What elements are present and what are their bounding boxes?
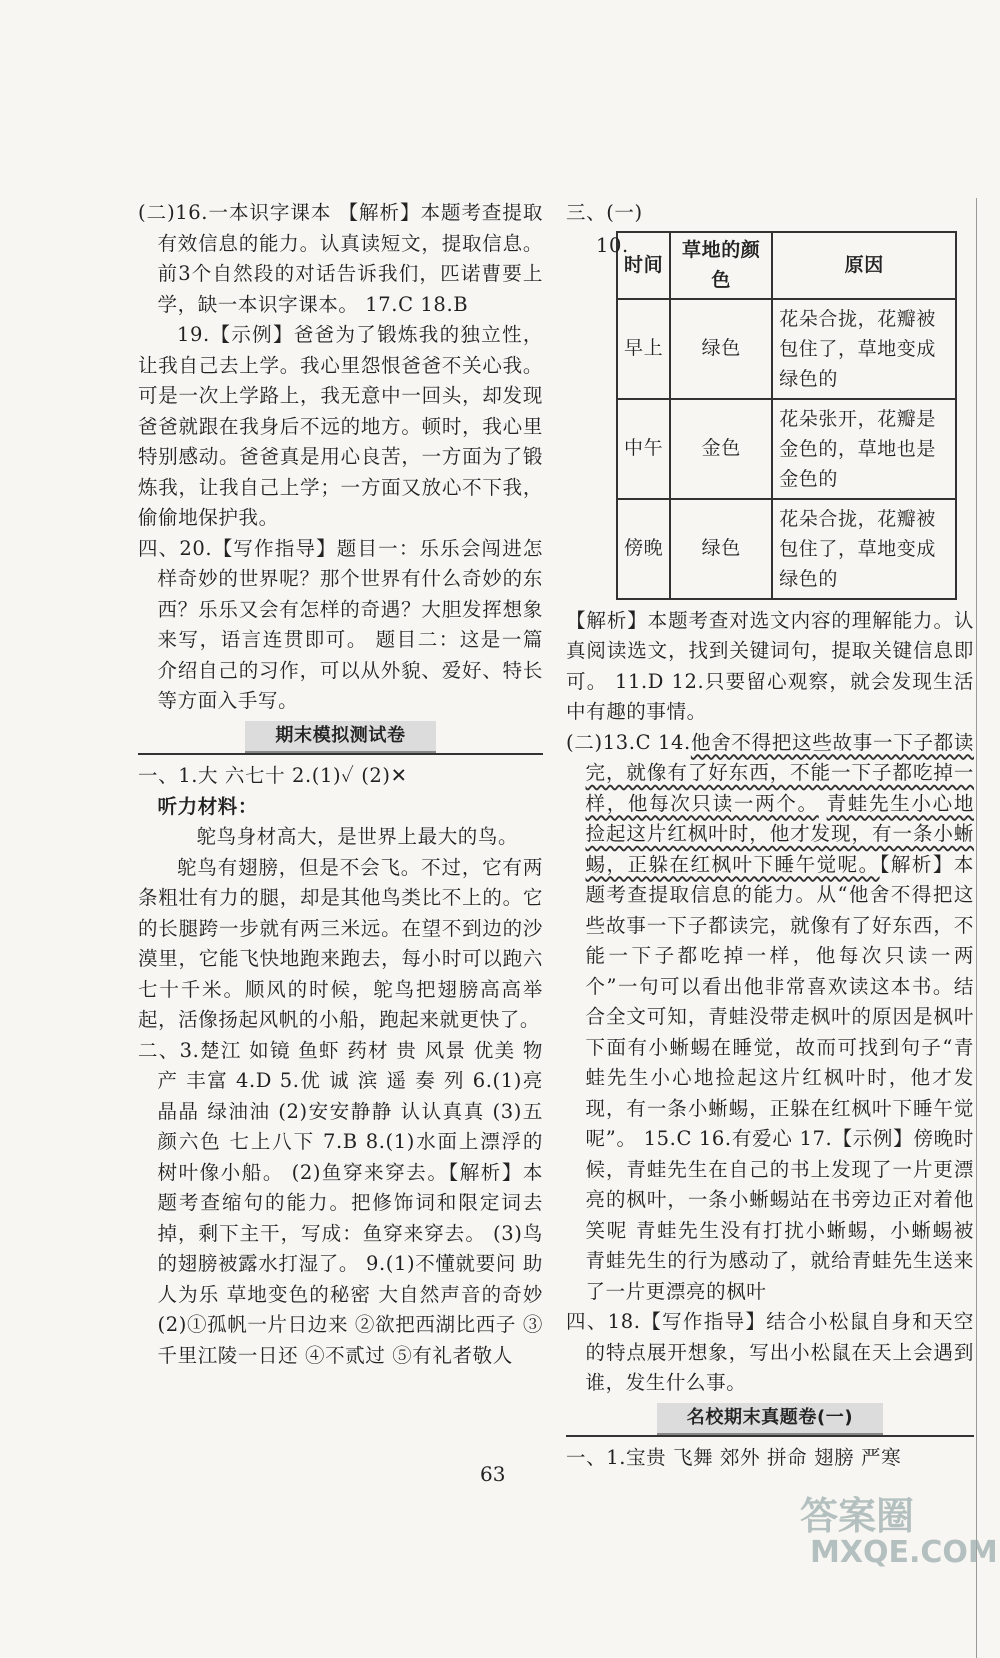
section-title-2: 名校期末真题卷(一)	[657, 1403, 883, 1436]
answer-block-1-2: 一、1.大 六七十 2.(1)✓ (2)✕	[138, 764, 408, 787]
answer-block-18: 四、18.【写作指导】结合小松鼠自身和天空的特点展开想象，写出小松鼠在天上会遇到谁，发生什么事。	[566, 1310, 974, 1394]
answer-14-quote: 他舍不得把这些故事一下子都读完，就像有了好东西，不能一下子都吃掉一样，他每次只读一两个。	[585, 730, 974, 815]
left-column	[138, 198, 543, 1371]
right-column	[566, 198, 974, 1474]
section-title: 期末模拟测试卷	[245, 721, 435, 754]
page-number: 63	[480, 1462, 506, 1486]
question-number: 10.	[596, 233, 629, 257]
answer-table	[616, 231, 957, 600]
answer-block-10-12: 【解析】本题考查对选文内容的理解能力。认真阅读选文，找到关键词句，提取关键信息即可。 11.D 12.只要留心观察，就会发现生活中有趣的事情。	[566, 608, 974, 723]
table-cell: 早上	[617, 299, 670, 399]
table-cell: 金色	[670, 399, 772, 499]
watermark-logo: 答案圈	[800, 1494, 915, 1538]
table-cell: 绿色	[670, 299, 772, 399]
table-cell: 中午	[617, 399, 670, 499]
table-header-row	[617, 232, 956, 299]
table-row	[617, 399, 956, 499]
table-row	[617, 499, 956, 599]
answer-block-3-9: 二、3.楚江 如镜 鱼虾 药材 贵 风景 优美 物产 丰富 4.D 5.优 诚 滨 遥 奏 列 6.(1)亮晶晶 绿油油 (2)安安静静 认认真真 (3)五颜六色 七上八下 7.B 8.(1)水面上漂浮的树叶像小船。 (2)鱼穿来穿去。【解析】本题考查缩句的能力。把修饰词和限定词去掉，剩下主干，写成：鱼穿来穿去。 (3)鸟的翅膀被露水打湿了。 9.(1)不懂就要问 助人为乐 草地变色的秘密 大自然声音的奇妙 (2)①孤帆一片日边来 ②欲把西湖比西子 ③千里江陵一日还 ④不贰过 ⑤有礼者敬人	[138, 1038, 543, 1367]
table-header: 草地的颜色	[670, 232, 772, 299]
spacer	[819, 792, 827, 815]
answer-block-19: 19.【示例】爸爸为了锻炼我的独立性，让我自己去上学。我心里怨恨爸爸不关心我。可是一次上学路上，我无意中一回头，却发现爸爸就跟在我身后不远的地方。顿时，我心里特别感动。爸爸真是用心良苦，一方面为了锻炼我，让我自己上学；一方面又放心不下我，偷偷地保护我。	[138, 323, 543, 529]
right-margin-rule	[976, 198, 977, 1658]
answer-14-analysis: 【解析】本题考查提取信息的能力。从“他舍不得把这些故事一下子都读完，就像有了好东西，不能一下子都吃掉一样，他每次只读一两个”一句可以看出他非常喜欢读这本书。结合全文可知，青蛙没带走枫叶的原因是枫叶下面有小蜥蜴在睡觉，故而可找到句子“青蛙先生小心地捡起这片红枫叶时，他才发现，有一条小蜥蜴，正躲在红枫叶下睡午觉呢”。 15.C 16.有爱心 17.【示例】傍晚时候，青蛙先生在自己的书上发现了一片更漂亮的枫叶，一条小蜥蜴站在书旁边正对着他笑呢 青蛙先生没有打扰小蜥蜴，小蜥蜴被青蛙先生的行为感动了，就给青蛙先生送来了一片更漂亮的枫叶	[585, 852, 974, 1303]
answer-block-20: 四、20.【写作指导】题目一：乐乐会闯进怎样奇妙的世界呢？那个世界有什么奇妙的东西？乐乐又会有怎样的奇遇？大胆发挥想象来写，语言连贯即可。 题目二：这是一篇介绍自己的习作，可以从外貌、爱好、特长等方面入手写。	[138, 536, 543, 712]
listening-text-2: 鸵鸟有翅膀，但是不会飞。不过，它有两条粗壮有力的腿，却是其他鸟类比不上的。它的长腿跨一步就有两三米远。在望不到边的沙漠里，它能飞快地跑来跑去，每小时可以跑六七十千米。顺风的时候，鸵鸟把翅膀高高举起，活像扬起风帆的小船，跑起来就更快了。	[138, 855, 543, 1031]
table-row	[617, 299, 956, 399]
table-cell: 花朵合拢，花瓣被包住了，草地变成绿色的	[772, 499, 956, 599]
section-divider-2	[566, 1435, 974, 1437]
listening-text-1: 鸵鸟身材高大，是世界上最大的鸟。	[196, 825, 519, 848]
section-divider	[138, 753, 543, 755]
table-cell: 傍晚	[617, 499, 670, 599]
answer-13-14-prefix: (二)13.C 14.	[566, 730, 691, 754]
table-cell: 花朵合拢，花瓣被包住了，草地变成绿色的	[772, 299, 956, 399]
section-heading	[138, 721, 543, 754]
part-heading: 三、(一)	[566, 201, 643, 224]
section-heading-2	[566, 1403, 974, 1436]
answer-14-quote-2: 青蛙先生小心地捡起这片红枫叶时，他才发现，有一条小蜥蜴，正躲在红枫叶下睡午觉呢。	[585, 791, 974, 876]
table-cell: 花朵张开，花瓣是金色的，草地也是金色的	[772, 399, 956, 499]
table-header: 原因	[772, 232, 956, 299]
listening-label: 听力材料：	[157, 794, 259, 818]
answer-block-1-new: 一、1.宝贵 飞舞 郊外 拼命 翅膀 严寒	[566, 1446, 902, 1469]
answer-block-16: (二)16.一本识字课本 【解析】本题考查提取有效信息的能力。认真读短文，提取信息。前3个自然段的对话告诉我们，匹诺曹要上学，缺一本识字课本。 17.C 18.B	[138, 201, 543, 316]
table-cell: 绿色	[670, 499, 772, 599]
watermark-url: MXQE.COM	[810, 1535, 998, 1570]
table-header: 时间	[617, 232, 670, 299]
answer-block-13-17	[566, 728, 974, 1308]
question-10	[566, 231, 974, 600]
